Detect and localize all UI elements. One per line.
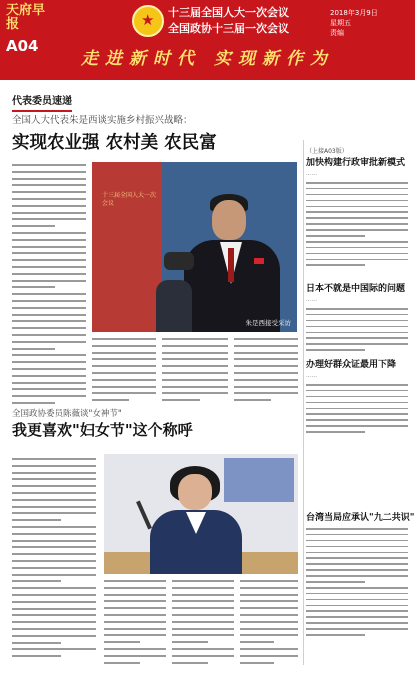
body-text-line [240,587,298,589]
body-text-line [12,642,61,644]
body-text-line [306,337,408,339]
body-text-line [306,546,408,548]
body-text-line [306,349,365,351]
body-text-line [12,553,96,555]
column-divider [303,140,304,665]
body-text-line [240,614,298,616]
body-text-line [306,308,408,310]
body-text-line [306,182,408,184]
photo-screen [224,458,294,502]
body-text-line [306,200,408,202]
body-text-line [12,526,96,528]
body-text-line [12,307,86,309]
body-text-line [12,375,86,377]
story-2-text-col-3 [172,580,234,668]
body-text-line [12,348,55,350]
body-text-line [12,560,96,562]
body-text-line [234,338,298,340]
body-text-line [12,280,86,282]
body-text-line [306,384,408,386]
photo-figure-face [212,200,246,240]
sidebar-item-1-text [306,182,408,266]
sidebar-bottom [306,512,415,640]
delegate-badge-icon [254,258,264,264]
body-text-line [12,402,55,404]
body-text-line [104,614,166,616]
body-text-line [306,628,408,630]
body-text-line [306,557,408,559]
body-text-line [104,662,140,664]
body-text-line [234,372,298,374]
body-text-line [306,247,408,249]
photo-speaker-face [178,474,212,510]
body-text-line [12,368,86,370]
body-text-line [162,392,228,394]
body-text-line [92,399,129,401]
body-text-line [234,352,298,354]
body-text-line [306,622,408,624]
body-text-line [12,614,96,616]
masthead [0,0,415,80]
body-text-line [92,392,156,394]
body-text-line [12,171,86,173]
issue-weekday: 星期五 [330,19,351,27]
body-text-line [12,499,96,501]
sidebar-item-3-sub: …… [306,373,317,379]
body-text-line [306,217,408,219]
body-text-line [162,352,228,354]
page-number: A04 [6,37,39,55]
body-text-line [12,395,86,397]
body-text-line [306,326,408,328]
body-text-line [306,241,408,243]
sidebar-item-4-text [306,528,408,636]
body-text-line [306,569,408,571]
body-text-line [12,246,86,248]
main-text-col-3 [162,338,228,406]
body-text-line [306,402,408,404]
body-text-line [12,293,86,295]
body-text-line [12,218,86,220]
body-text-line [12,225,55,227]
body-text-line [12,546,96,548]
body-text-line [104,634,166,636]
body-text-line [92,358,156,360]
body-text-line [12,178,86,180]
body-text-line [12,458,96,460]
body-text-line [162,338,228,340]
body-text-line [172,648,234,650]
body-text-line [306,320,408,322]
body-text-line [306,390,408,392]
body-text-line [12,567,96,569]
masthead-meta [330,8,412,38]
masthead-heading [168,5,328,37]
national-emblem-icon [132,5,164,37]
story-2 [12,408,300,670]
body-text-line [306,253,408,255]
body-text-line [306,581,365,583]
body-text-line [104,600,166,602]
body-text-line [234,392,298,394]
body-text-line [172,655,234,657]
masthead-slogan: 走进新时代 实现新作为 [81,49,334,69]
body-text-line [12,655,61,657]
body-text-line [12,266,86,268]
sidebar-item-1-title[interactable]: 加快构建行政审批新模式 [306,158,406,168]
story-2-text-col-4 [240,580,298,668]
sidebar-item-2-text [306,308,408,351]
body-text-line [104,607,166,609]
body-text-line [92,379,156,381]
body-text-line [306,528,408,530]
body-text-line [12,574,96,576]
body-text-line [306,425,408,427]
body-text-line [162,358,228,360]
body-text-line [12,648,96,650]
body-text-line [234,386,298,388]
body-text-line [104,587,166,589]
main-text-col-4 [234,338,298,406]
microphones-icon [164,252,194,270]
issue-date: 2018年3月9日 [330,9,378,17]
newspaper-logo: 天府早报 [6,3,46,32]
body-text-line [306,593,408,595]
photo-backdrop [92,162,162,332]
body-text-line [12,478,96,480]
body-text-line [12,320,86,322]
body-text-line [172,594,234,596]
story-2-text-col-2 [104,580,166,668]
body-text-line [12,252,86,254]
section-tag: 代表委员速递 [12,96,72,112]
body-text-line [92,345,156,347]
body-text-line [104,594,166,596]
body-text-line [306,563,408,565]
sidebar-item-3 [306,358,408,437]
story-2-headline[interactable]: 我更喜欢"妇女节"这个称呼 [12,421,193,439]
main-photo [92,162,297,332]
body-text-line [306,194,408,196]
body-text-line [12,580,61,582]
body-text-line [234,358,298,360]
body-text-line [306,259,408,261]
body-text-line [104,655,166,657]
story-2-text-col-1 [12,458,96,662]
body-text-line [104,621,166,623]
body-text-line [92,386,156,388]
body-text-line [172,634,234,636]
body-text-line [12,184,86,186]
body-text-line [306,314,408,316]
body-text-line [162,345,228,347]
photo-reporter [156,280,192,332]
body-text-line [12,594,96,596]
body-text-line [306,419,408,421]
body-text-line [306,413,408,415]
body-text-line [172,580,234,582]
body-text-line [12,587,96,589]
heading-npc: 十三届全国人大一次会议 [168,6,289,19]
body-text-line [234,345,298,347]
main-story [12,112,302,402]
story-2-photo [104,454,298,574]
body-text-line [12,388,86,390]
sidebar-item-2 [306,282,408,355]
body-text-line [104,648,166,650]
body-text-line [12,382,86,384]
main-text-col-2 [92,338,156,406]
body-text-line [240,628,298,630]
body-text-line [240,580,298,582]
body-text-line [306,605,408,607]
body-text-line [92,352,156,354]
body-text-line [12,361,86,363]
body-text-line [12,300,86,302]
sidebar-item-4-title[interactable]: 台湾当局应承认"九二共识" [306,513,415,523]
body-text-line [234,399,271,401]
body-text-line [306,235,365,237]
body-text-line [172,614,234,616]
body-text-line [162,372,228,374]
body-text-line [12,506,96,508]
body-text-line [172,607,234,609]
issue-editor: 责编 [330,29,344,37]
body-text-line [306,599,408,601]
sidebar-item-2-title[interactable]: 日本不就是中国际的问题 [306,284,406,294]
body-text-line [162,365,228,367]
body-text-line [12,354,86,356]
body-text-line [306,211,408,213]
body-text-line [240,607,298,609]
body-text-line [234,379,298,381]
main-headline[interactable]: 实现农业强 农村美 农民富 [12,133,217,153]
body-text-line [306,223,408,225]
body-text-line [92,338,156,340]
body-text-line [12,191,86,193]
body-text-line [306,206,408,208]
body-text-line [306,575,408,577]
photo-backdrop-text: 十三届全国人大一次会议 [102,192,157,207]
body-text-line [92,372,156,374]
body-text-line [12,327,86,329]
body-text-line [240,634,298,636]
body-text-line [104,628,166,630]
body-text-line [12,628,96,630]
body-text-line [12,492,96,494]
body-text-line [306,343,408,345]
body-text-line [12,465,96,467]
photo-caption: 朱是西接受采访 [245,319,291,327]
body-text-line [240,600,298,602]
body-text-line [12,232,86,234]
body-text-line [240,648,298,650]
body-text-line [172,628,234,630]
heading-cppcc: 全国政协十三届一次会议 [168,22,289,35]
body-text-line [12,533,96,535]
body-text-line [12,164,86,166]
main-kicker: 全国人大代表朱是西谈实施乡村振兴战略： [12,115,193,126]
photo-figure-tie [228,248,234,282]
body-text-line [172,621,234,623]
main-text-col-1 [12,164,86,409]
body-text-line [172,600,234,602]
body-text-line [172,662,208,664]
body-text-line [240,655,298,657]
body-text-line [104,641,140,643]
sidebar-item-1-sub: …… [306,171,317,177]
sidebar-item-2-sub: …… [306,297,317,303]
sidebar-item-3-title[interactable]: 办理好群众证最用下降 [306,360,397,370]
body-text-line [12,239,86,241]
body-text-line [12,205,86,207]
body-text-line [12,286,55,288]
body-text-line [12,259,86,261]
body-text-line [162,379,228,381]
body-text-line [12,608,96,610]
body-text-line [306,431,365,433]
body-text-line [306,616,408,618]
story-2-kicker: 全国政协委员陈薇谈"女神节" [12,409,122,419]
body-text-line [306,264,365,266]
body-text-line [12,601,96,603]
body-text-line [306,587,408,589]
body-text-line [12,485,96,487]
body-text-line [240,621,298,623]
body-text-line [306,229,408,231]
body-text-line [306,332,408,334]
body-text-line [12,212,86,214]
body-text-line [240,594,298,596]
body-text-line [12,512,96,514]
body-text-line [306,552,408,554]
body-text-line [12,273,86,275]
body-text-line [306,534,408,536]
body-text-line [240,641,274,643]
body-text-line [172,641,208,643]
sidebar-item-1 [306,148,408,270]
sidebar [306,148,408,448]
sidebar-item-1-kicker: （上接A03版） [306,148,348,155]
body-text-line [306,188,408,190]
body-text-line [306,610,408,612]
body-text-line [12,621,96,623]
body-text-line [12,314,86,316]
body-text-line [306,396,408,398]
body-text-line [162,386,228,388]
body-text-line [240,662,274,664]
body-text-line [12,635,96,637]
body-text-line [162,399,200,401]
body-text-line [306,540,408,542]
body-text-line [234,365,298,367]
body-text-line [92,365,156,367]
body-text-line [172,587,234,589]
body-text-line [306,634,365,636]
sidebar-item-3-text [306,384,408,433]
body-text-line [12,519,61,521]
body-text-line [104,580,166,582]
body-text-line [306,408,408,410]
body-text-line [12,198,86,200]
body-text-line [12,540,96,542]
microphone-icon [136,500,152,529]
body-text-line [12,334,86,336]
body-text-line [12,341,86,343]
body-text-line [12,472,96,474]
